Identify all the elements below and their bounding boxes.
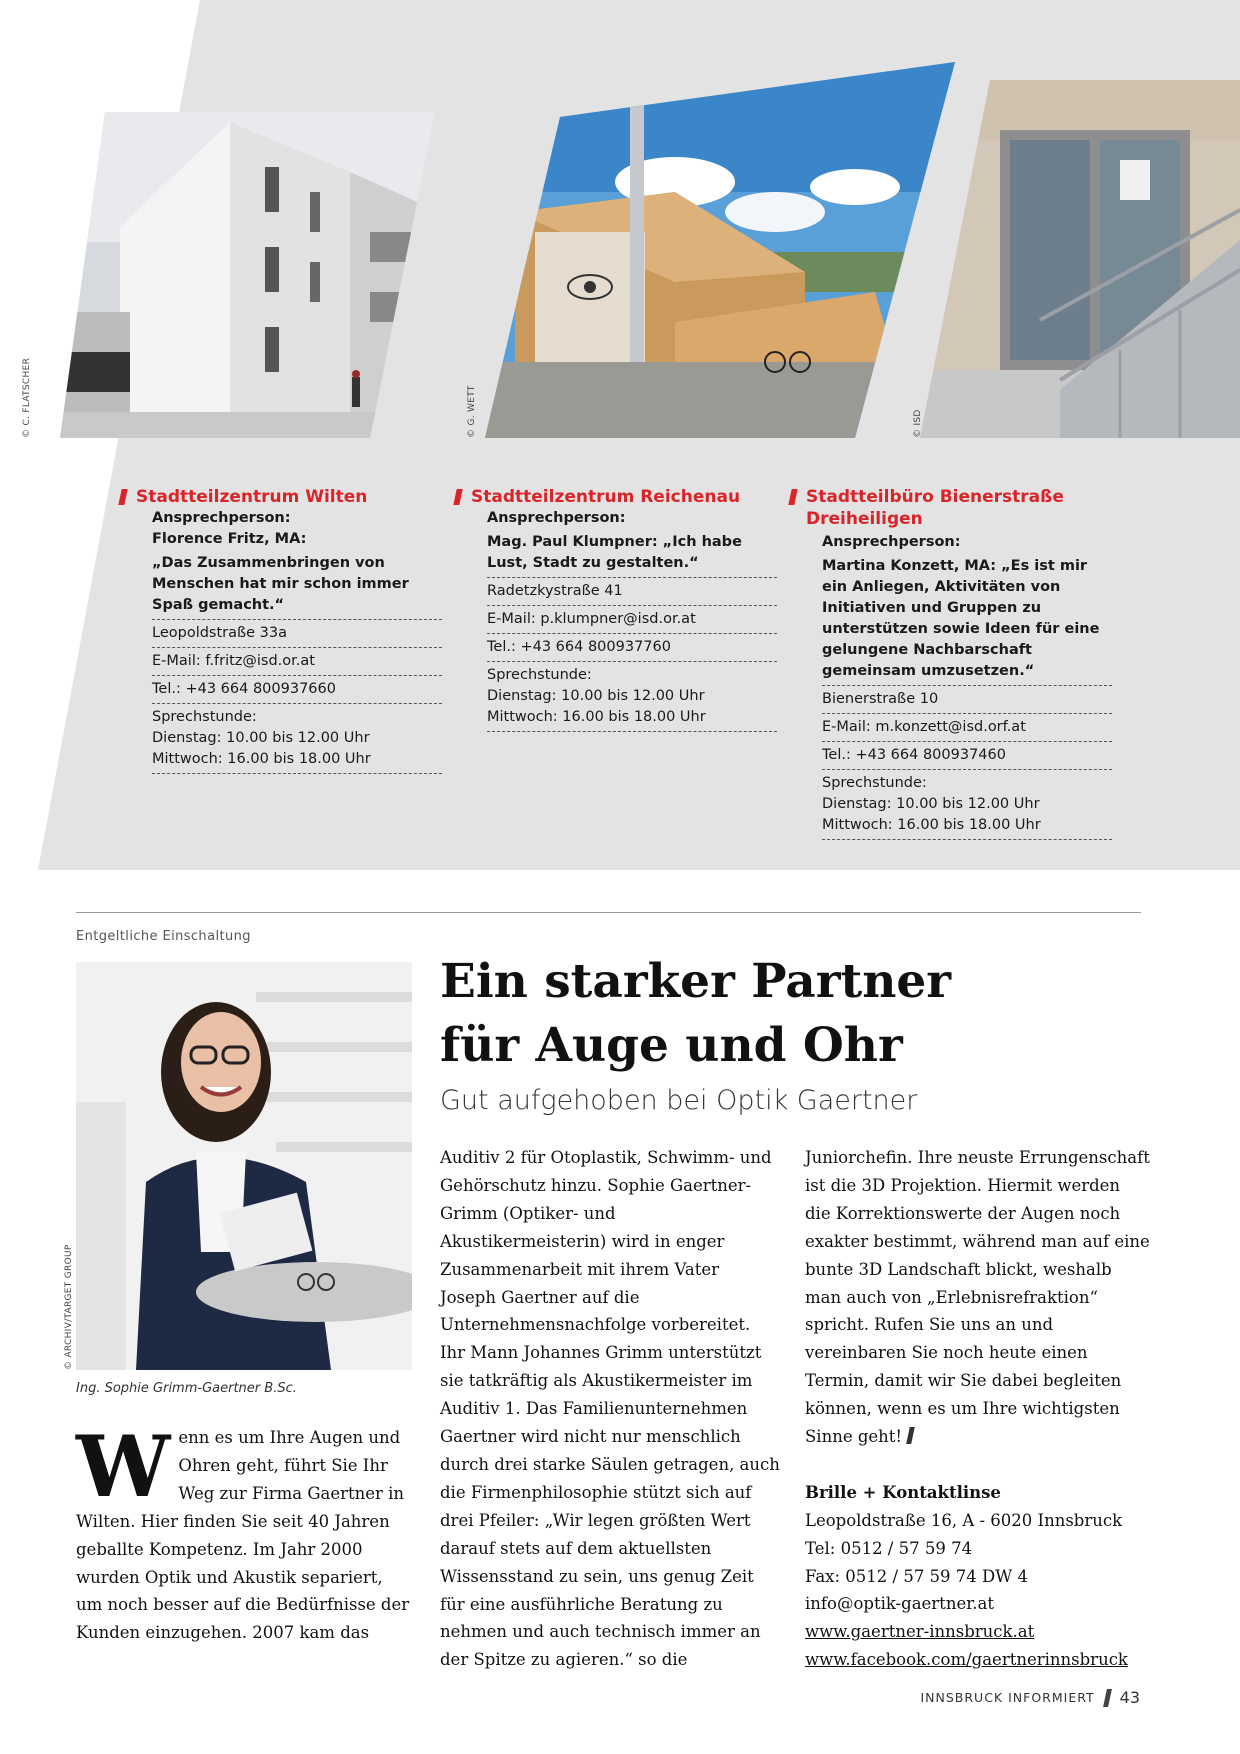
- card-body: [152, 508, 442, 774]
- photo-wilten-building: [30, 112, 435, 438]
- end-slash-icon: [906, 1427, 915, 1444]
- photo-credit-3: © ISD: [913, 409, 923, 438]
- text-column-1: [76, 1417, 412, 1647]
- email[interactable]: E-Mail: m.konzett@isd.orf.at: [822, 714, 1112, 742]
- page-number: 43: [1119, 1688, 1140, 1707]
- text-column-2: [440, 1144, 780, 1674]
- ad-headline: Ein starker Partner für Auge und Ohr: [440, 954, 952, 1073]
- email[interactable]: E-Mail: f.fritz@isd.or.at: [152, 648, 442, 676]
- publication-name: INNSBRUCK INFORMIERT: [920, 1690, 1095, 1705]
- column-text: enn es um Ihre Augen und Ohren geht, führt Sie Ihr Weg zur Firma Gaertner in Wilten. Hier finden Sie seit 40 Jahren geballte Kompetenz. Im Jahr 2000 wurden Optik und Akustik separiert, um noch besser auf die Bedürfnisse der Kunden einzugehen. 2007 kam das: [76, 1428, 410, 1643]
- contact-address: Leopoldstraße 16, A - 6020 Innsbruck: [805, 1510, 1123, 1530]
- photo-reichenau-pavilion: [475, 62, 955, 438]
- contact-label: Ansprechperson:: [487, 510, 626, 526]
- card-wilten: [136, 486, 442, 774]
- contact-quote: „Das Zusammenbringen von Menschen hat mir schon immer Spaß gemacht.“: [152, 550, 442, 620]
- website-link[interactable]: www.gaertner-innsbruck.at: [805, 1622, 1035, 1642]
- card-bienerstrasse: [806, 486, 1112, 840]
- office-hours: Sprechstunde: Dienstag: 10.00 bis 12.00 Uhr Mittwoch: 16.00 bis 18.00 Uhr: [822, 770, 1112, 840]
- email[interactable]: E-Mail: p.klumpner@isd.or.at: [487, 606, 777, 634]
- photo-credit-2: © G. WETT: [467, 385, 477, 438]
- contact-fax: Fax: 0512 / 57 59 74 DW 4: [805, 1566, 1028, 1586]
- facebook-link[interactable]: www.facebook.com/gaertnerinnsbruck: [805, 1650, 1128, 1670]
- card-title: Stadtteilzentrum Reichenau: [471, 486, 777, 508]
- office-hours: Sprechstunde: Dienstag: 10.00 bis 12.00 Uhr Mittwoch: 16.00 bis 18.00 Uhr: [152, 704, 442, 774]
- address: Leopoldstraße 33a: [152, 620, 442, 648]
- contact-name: Mag. Paul Klumpner: „Ich habe Lust, Stadt zu gestalten.“: [487, 529, 777, 578]
- phone[interactable]: Tel.: +43 664 800937660: [152, 676, 442, 704]
- card-title: Stadtteilzentrum Wilten: [136, 486, 442, 508]
- photo-credit-1: © C. FLATSCHER: [22, 357, 32, 438]
- office-hours: Sprechstunde: Dienstag: 10.00 bis 12.00 Uhr Mittwoch: 16.00 bis 18.00 Uhr: [487, 662, 777, 732]
- contact-label: Ansprechperson:: [152, 510, 291, 526]
- card-reichenau: [471, 486, 777, 732]
- contact-name: Florence Fritz, MA:: [152, 531, 307, 547]
- phone[interactable]: Tel.: +43 664 800937760: [487, 634, 777, 662]
- card-body: [487, 508, 777, 732]
- portrait-caption: Ing. Sophie Grimm-Gaertner B.Sc.: [76, 1381, 297, 1396]
- card-body: [822, 532, 1112, 840]
- column-text: Juniorchefin. Ihre neuste Errungenschaft ist die 3D Projektion. Hiermit werden die Korrektionswerte der Augen noch exakter bestimmt, während man auf eine bunte 3D Landschaft blickt, weshalb man auch von „Erlebnisrefraktion“ spricht. Rufen Sie uns an und vereinbaren Sie noch heute einen Termin, damit wir Sie dabei begleiten können, wenn es um Ihre wichtigsten Sinne geht!: [805, 1148, 1150, 1447]
- contact-name: Martina Konzett, MA: „Es ist mir ein Anliegen, Aktivitäten von Initiativen und Gruppen zu unterstützen sowie Ideen für eine gelungene Nachbarschaft gemeinsam umzusetzen.“: [822, 553, 1112, 686]
- drop-cap: W: [76, 1417, 171, 1516]
- text-column-3: [805, 1144, 1150, 1674]
- contact-tel[interactable]: Tel: 0512 / 57 59 74: [805, 1538, 973, 1558]
- column-text: Auditiv 2 für Otoplastik, Schwimm- und Gehörschutz hinzu. Sophie Gaertner-Grimm (Optiker- und Akustikermeisterin) wird in enger Zusammenarbeit mit ihrem Vater Joseph Gaertner auf die Unternehmensnachfolge vorbereitet. Ihr Mann Johannes Grimm unterstützt sie tatkräftig als Akustikermeister im Auditiv 1. Das Familienunternehmen Gaertner wird nicht nur menschlich durch drei starke Säulen getragen, auch die Firmenphilosophie stützt sich auf drei Pfeiler: „Wir legen größten Wert darauf stets auf dem aktuellsten Wissensstand zu sein, uns genug Zeit für eine ausführliche Beratung zu nehmen und auch technisch immer an der Spitze zu agieren.“ so die: [440, 1148, 780, 1670]
- section-divider: [76, 912, 1141, 913]
- slash-icon: [1103, 1689, 1112, 1707]
- address: Bienerstraße 10: [822, 686, 1112, 714]
- contact-email[interactable]: info@optik-gaertner.at: [805, 1594, 994, 1614]
- ad-subhead: Gut aufgehoben bei Optik Gaertner: [440, 1085, 918, 1116]
- phone[interactable]: Tel.: +43 664 800937460: [822, 742, 1112, 770]
- contact-label: Ansprechperson:: [822, 534, 961, 550]
- page-footer: [920, 1688, 1140, 1707]
- portrait-credit: © ARCHIV/TARGET GROUP: [64, 1244, 74, 1370]
- contact-title: Brille + Kontaktlinse: [805, 1482, 1001, 1502]
- ad-label: Entgeltliche Einschaltung: [76, 929, 251, 944]
- photo-bienerstrasse-entrance: [920, 80, 1240, 438]
- card-title: Stadtteilbüro Bienerstraße Dreiheiligen: [806, 486, 1076, 530]
- address: Radetzkystraße 41: [487, 578, 777, 606]
- portrait-photo: [76, 962, 412, 1370]
